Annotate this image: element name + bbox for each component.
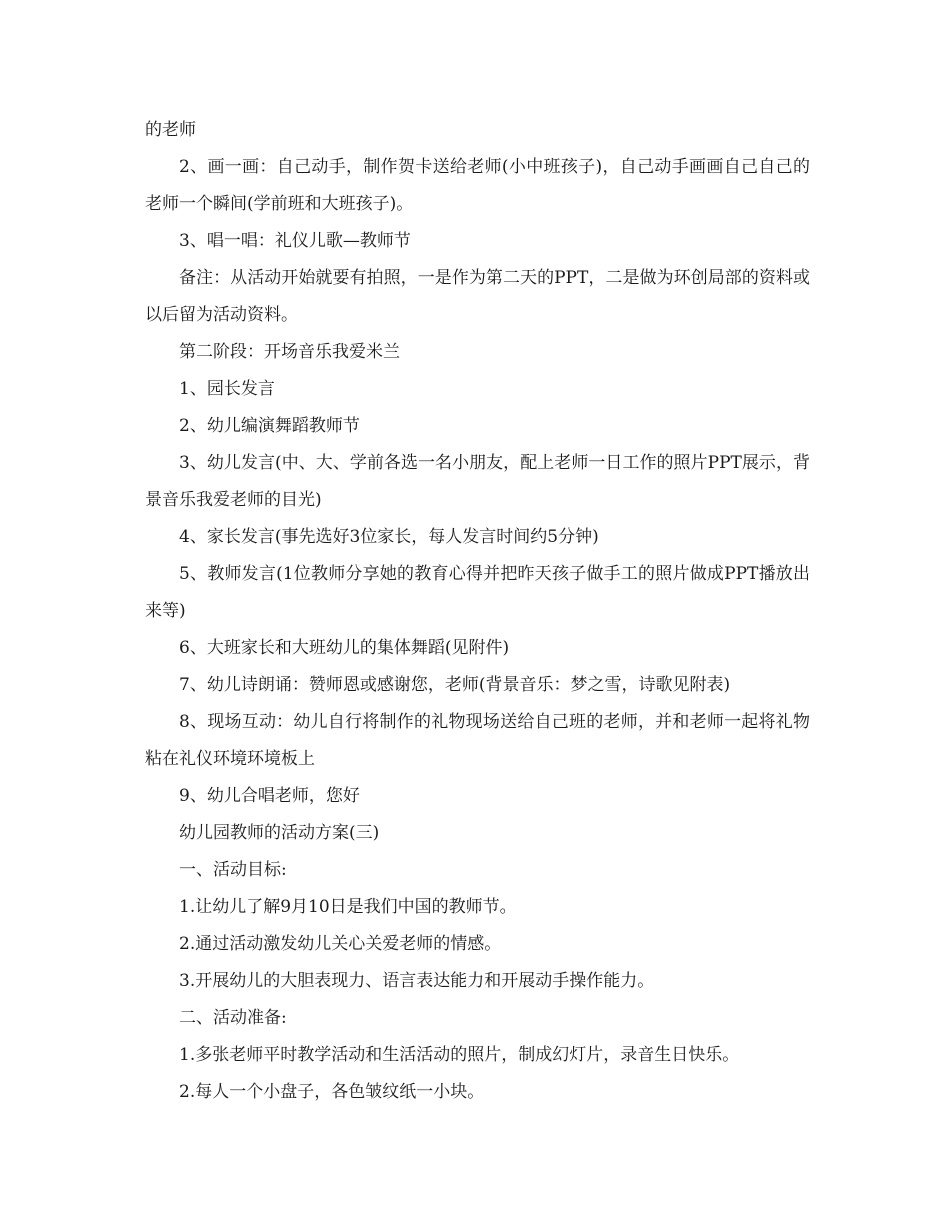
paragraph: 备注：从活动开始就要有拍照，一是作为第二天的PPT，二是做为环创局部的资料或以后留为活动资料。 bbox=[145, 268, 810, 325]
paragraph: 2.通过活动激发幼儿关心关爱老师的情感。 bbox=[179, 934, 502, 954]
paragraph: 3、唱一唱：礼仪儿歌—教师节 bbox=[179, 231, 411, 251]
paragraph: 3.开展幼儿的大胆表现力、语言表达能力和开展动手操作能力。 bbox=[179, 971, 655, 991]
section-heading: 幼儿园教师的活动方案(三) bbox=[179, 823, 380, 843]
paragraph: 1.让幼儿了解9月10日是我们中国的教师节。 bbox=[179, 897, 517, 917]
paragraph: 3、幼儿发言(中、大、学前各选一名小朋友，配上老师一日工作的照片PPT展示，背景音乐我爱老师的目光) bbox=[145, 453, 810, 510]
document-body bbox=[145, 112, 810, 1111]
paragraph: 1、园长发言 bbox=[179, 379, 275, 399]
paragraph: 4、家长发言(事先选好3位家长，每人发言时间约5分钟) bbox=[179, 527, 599, 547]
section-heading: 一、活动目标: bbox=[179, 860, 287, 880]
paragraph: 2、画一画：自己动手，制作贺卡送给老师(小中班孩子)，自己动手画画自己自己的老师一个瞬间(学前班和大班孩子)。 bbox=[145, 157, 810, 214]
paragraph: 9、幼儿合唱老师，您好 bbox=[179, 786, 360, 806]
paragraph: 5、教师发言(1位教师分享她的教育心得并把昨天孩子做手工的照片做成PPT播放出来等) bbox=[145, 564, 810, 621]
paragraph: 6、大班家长和大班幼儿的集体舞蹈(见附件) bbox=[179, 638, 510, 658]
paragraph: 8、现场互动：幼儿自行将制作的礼物现场送给自己班的老师，并和老师一起将礼物粘在礼仪环境环境板上 bbox=[145, 712, 810, 769]
section-heading: 二、活动准备: bbox=[179, 1008, 287, 1028]
paragraph: 7、幼儿诗朗诵：赞师恩或感谢您，老师(背景音乐：梦之雪，诗歌见附表) bbox=[179, 675, 731, 695]
section-heading: 第二阶段：开场音乐我爱米兰 bbox=[179, 342, 400, 362]
paragraph: 1.多张老师平时教学活动和生活活动的照片，制成幻灯片，录音生日快乐。 bbox=[179, 1045, 740, 1065]
paragraph: 2、幼儿编演舞蹈教师节 bbox=[179, 416, 360, 436]
paragraph: 的老师 bbox=[145, 120, 196, 140]
paragraph: 2.每人一个小盘子，各色皱纹纸一小块。 bbox=[179, 1082, 485, 1102]
